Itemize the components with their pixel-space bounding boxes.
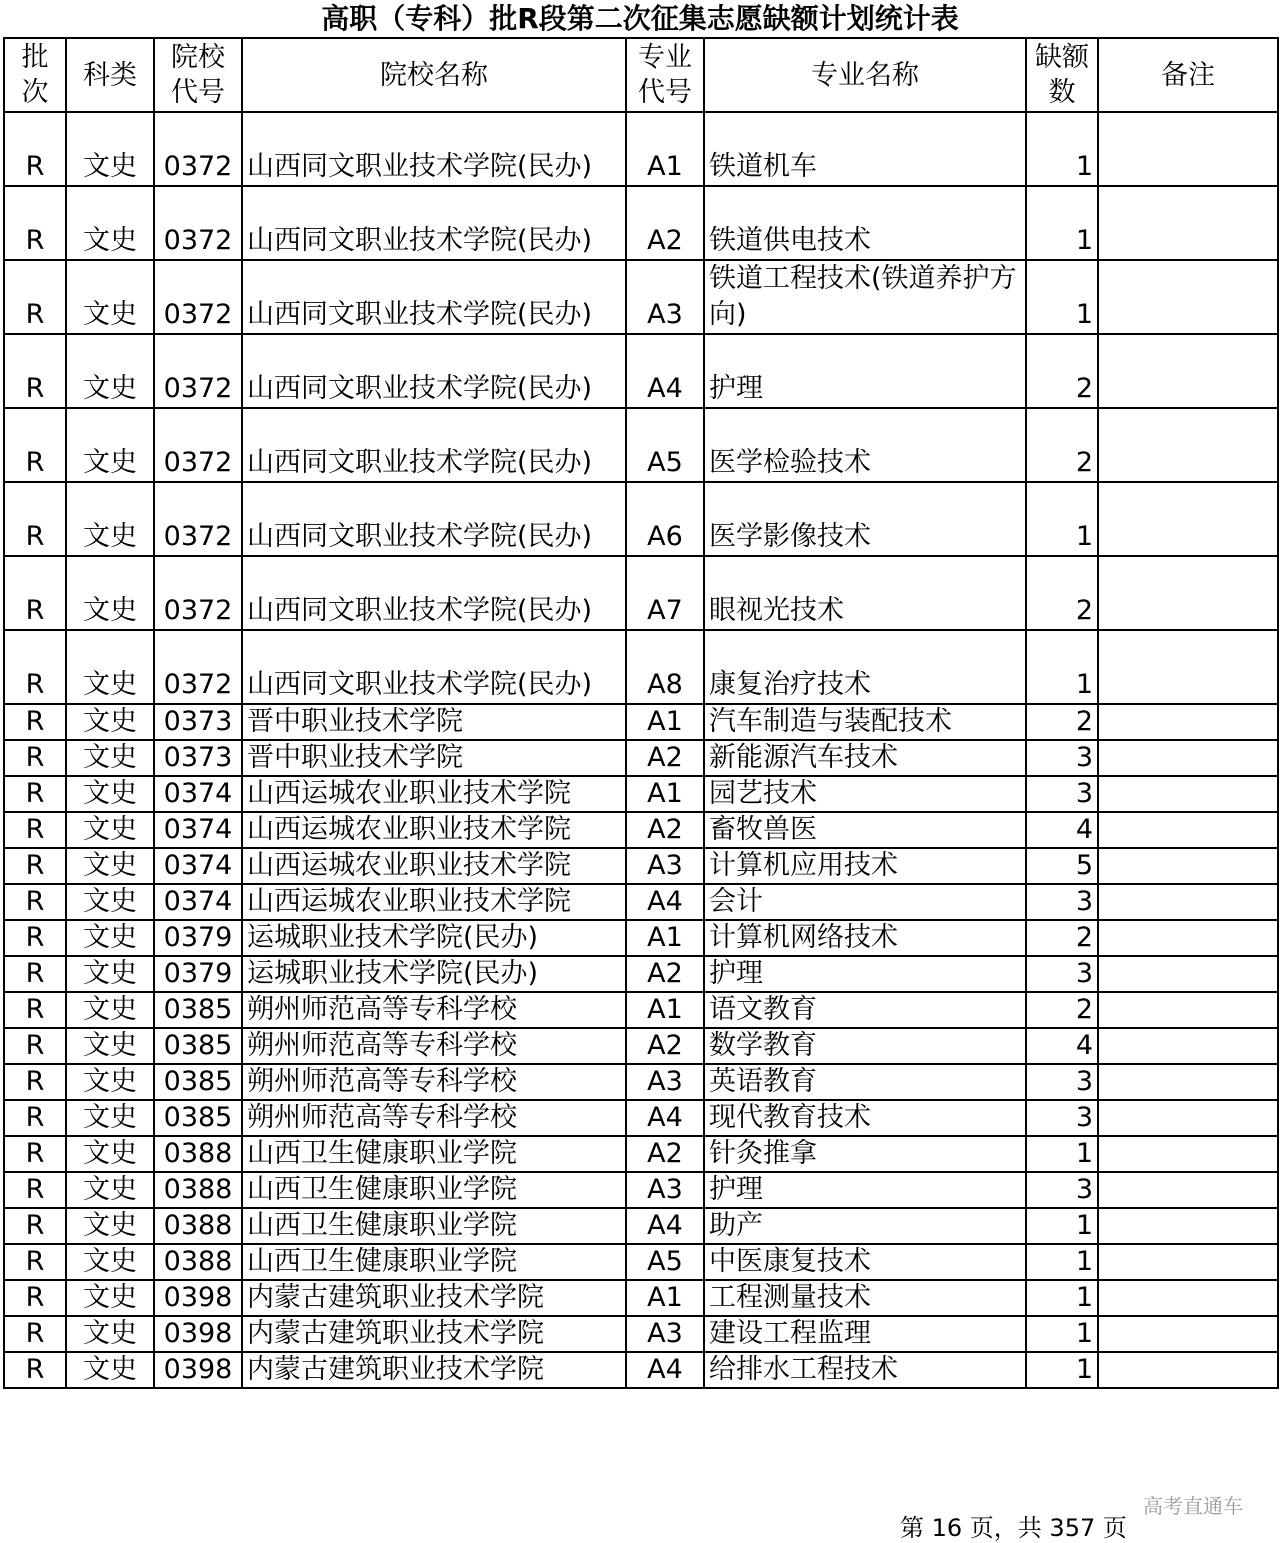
cell-remarks xyxy=(1098,1100,1278,1136)
cell-school-code: 0372 xyxy=(154,556,242,630)
cell-batch: R xyxy=(4,1244,66,1280)
cell-school-code: 0388 xyxy=(154,1172,242,1208)
cell-subject: 文史 xyxy=(66,1064,154,1100)
header-school-name: 院校名称 xyxy=(242,38,626,112)
cell-batch: R xyxy=(4,956,66,992)
header-vacancy: 缺额 数 xyxy=(1026,38,1098,112)
cell-school-name: 山西运城农业职业技术学院 xyxy=(242,884,626,920)
table-row xyxy=(4,812,1278,848)
cell-batch: R xyxy=(4,1208,66,1244)
cell-vacancy: 2 xyxy=(1026,408,1098,482)
cell-major-code: A2 xyxy=(626,812,704,848)
cell-major-name: 给排水工程技术 xyxy=(704,1352,1026,1388)
cell-major-name: 现代教育技术 xyxy=(704,1100,1026,1136)
cell-major-name: 针灸推拿 xyxy=(704,1136,1026,1172)
cell-school-code: 0385 xyxy=(154,1100,242,1136)
cell-school-name: 内蒙古建筑职业技术学院 xyxy=(242,1352,626,1388)
cell-school-code: 0372 xyxy=(154,260,242,334)
table-row xyxy=(4,1028,1278,1064)
cell-remarks xyxy=(1098,992,1278,1028)
cell-remarks xyxy=(1098,630,1278,704)
cell-subject: 文史 xyxy=(66,848,154,884)
header-school-code: 院校 代号 xyxy=(154,38,242,112)
cell-vacancy: 3 xyxy=(1026,776,1098,812)
cell-batch: R xyxy=(4,1316,66,1352)
cell-remarks xyxy=(1098,812,1278,848)
cell-major-name: 计算机网络技术 xyxy=(704,920,1026,956)
cell-remarks xyxy=(1098,740,1278,776)
cell-major-name: 会计 xyxy=(704,884,1026,920)
cell-batch: R xyxy=(4,112,66,186)
cell-remarks xyxy=(1098,260,1278,334)
cell-batch: R xyxy=(4,1028,66,1064)
cell-school-name: 山西同文职业技术学院(民办) xyxy=(242,334,626,408)
cell-vacancy: 2 xyxy=(1026,556,1098,630)
cell-subject: 文史 xyxy=(66,260,154,334)
table-row xyxy=(4,992,1278,1028)
table-row xyxy=(4,848,1278,884)
cell-remarks xyxy=(1098,556,1278,630)
cell-batch: R xyxy=(4,992,66,1028)
table-row xyxy=(4,1208,1278,1244)
cell-major-code: A4 xyxy=(626,1352,704,1388)
cell-major-code: A1 xyxy=(626,1280,704,1316)
cell-subject: 文史 xyxy=(66,186,154,260)
cell-vacancy: 3 xyxy=(1026,884,1098,920)
cell-school-code: 0374 xyxy=(154,776,242,812)
cell-school-code: 0379 xyxy=(154,956,242,992)
cell-major-code: A3 xyxy=(626,260,704,334)
cell-school-code: 0372 xyxy=(154,630,242,704)
cell-school-code: 0374 xyxy=(154,848,242,884)
cell-school-code: 0388 xyxy=(154,1208,242,1244)
cell-school-name: 山西同文职业技术学院(民办) xyxy=(242,112,626,186)
cell-major-name: 医学影像技术 xyxy=(704,482,1026,556)
cell-major-code: A2 xyxy=(626,1028,704,1064)
cell-school-name: 晋中职业技术学院 xyxy=(242,740,626,776)
cell-school-name: 山西同文职业技术学院(民办) xyxy=(242,556,626,630)
cell-batch: R xyxy=(4,1280,66,1316)
cell-school-name: 山西同文职业技术学院(民办) xyxy=(242,630,626,704)
cell-major-name: 畜牧兽医 xyxy=(704,812,1026,848)
cell-remarks xyxy=(1098,1136,1278,1172)
table-row xyxy=(4,1280,1278,1316)
cell-subject: 文史 xyxy=(66,1208,154,1244)
table-row xyxy=(4,1352,1278,1388)
cell-subject: 文史 xyxy=(66,408,154,482)
cell-subject: 文史 xyxy=(66,1136,154,1172)
table-row xyxy=(4,334,1278,408)
cell-vacancy: 1 xyxy=(1026,1280,1098,1316)
cell-major-code: A4 xyxy=(626,1208,704,1244)
cell-remarks xyxy=(1098,1352,1278,1388)
cell-remarks xyxy=(1098,776,1278,812)
cell-subject: 文史 xyxy=(66,1352,154,1388)
header-subject: 科类 xyxy=(66,38,154,112)
cell-major-code: A1 xyxy=(626,992,704,1028)
cell-major-code: A3 xyxy=(626,1172,704,1208)
cell-subject: 文史 xyxy=(66,1100,154,1136)
table-row xyxy=(4,920,1278,956)
cell-batch: R xyxy=(4,704,66,740)
cell-subject: 文史 xyxy=(66,1028,154,1064)
cell-subject: 文史 xyxy=(66,482,154,556)
cell-school-code: 0385 xyxy=(154,1064,242,1100)
cell-vacancy: 2 xyxy=(1026,334,1098,408)
cell-subject: 文史 xyxy=(66,556,154,630)
header-major-name: 专业名称 xyxy=(704,38,1026,112)
cell-major-name: 汽车制造与装配技术 xyxy=(704,704,1026,740)
cell-vacancy: 1 xyxy=(1026,112,1098,186)
cell-major-code: A5 xyxy=(626,1244,704,1280)
cell-school-code: 0398 xyxy=(154,1352,242,1388)
cell-vacancy: 1 xyxy=(1026,1352,1098,1388)
cell-school-code: 0388 xyxy=(154,1136,242,1172)
cell-remarks xyxy=(1098,1244,1278,1280)
cell-batch: R xyxy=(4,776,66,812)
cell-remarks xyxy=(1098,956,1278,992)
cell-vacancy: 3 xyxy=(1026,1172,1098,1208)
cell-batch: R xyxy=(4,186,66,260)
cell-school-code: 0374 xyxy=(154,812,242,848)
cell-remarks xyxy=(1098,884,1278,920)
cell-major-name: 铁道供电技术 xyxy=(704,186,1026,260)
cell-school-name: 山西卫生健康职业学院 xyxy=(242,1136,626,1172)
table-row xyxy=(4,1316,1278,1352)
cell-major-name: 语文教育 xyxy=(704,992,1026,1028)
cell-major-code: A8 xyxy=(626,630,704,704)
cell-batch: R xyxy=(4,1172,66,1208)
watermark: 高考直通车 xyxy=(1143,1494,1243,1518)
cell-remarks xyxy=(1098,1280,1278,1316)
table-row xyxy=(4,556,1278,630)
cell-major-name: 中医康复技术 xyxy=(704,1244,1026,1280)
cell-vacancy: 1 xyxy=(1026,1208,1098,1244)
table-body xyxy=(4,112,1278,1388)
cell-school-name: 运城职业技术学院(民办) xyxy=(242,920,626,956)
cell-vacancy: 4 xyxy=(1026,1028,1098,1064)
cell-remarks xyxy=(1098,112,1278,186)
cell-school-code: 0398 xyxy=(154,1316,242,1352)
cell-batch: R xyxy=(4,740,66,776)
cell-subject: 文史 xyxy=(66,334,154,408)
cell-batch: R xyxy=(4,1064,66,1100)
cell-vacancy: 2 xyxy=(1026,704,1098,740)
cell-vacancy: 5 xyxy=(1026,848,1098,884)
cell-major-name: 数学教育 xyxy=(704,1028,1026,1064)
cell-school-name: 山西同文职业技术学院(民办) xyxy=(242,260,626,334)
cell-school-name: 晋中职业技术学院 xyxy=(242,704,626,740)
cell-remarks xyxy=(1098,1208,1278,1244)
cell-batch: R xyxy=(4,812,66,848)
cell-subject: 文史 xyxy=(66,812,154,848)
cell-vacancy: 4 xyxy=(1026,812,1098,848)
cell-school-code: 0374 xyxy=(154,884,242,920)
cell-school-code: 0372 xyxy=(154,186,242,260)
cell-school-name: 内蒙古建筑职业技术学院 xyxy=(242,1316,626,1352)
cell-major-name: 康复治疗技术 xyxy=(704,630,1026,704)
cell-school-name: 山西同文职业技术学院(民办) xyxy=(242,186,626,260)
cell-major-code: A3 xyxy=(626,848,704,884)
cell-subject: 文史 xyxy=(66,956,154,992)
cell-subject: 文史 xyxy=(66,776,154,812)
table-row xyxy=(4,112,1278,186)
cell-school-name: 内蒙古建筑职业技术学院 xyxy=(242,1280,626,1316)
cell-major-code: A1 xyxy=(626,704,704,740)
table-row xyxy=(4,1172,1278,1208)
cell-batch: R xyxy=(4,334,66,408)
cell-remarks xyxy=(1098,1316,1278,1352)
cell-major-code: A2 xyxy=(626,186,704,260)
cell-school-name: 山西卫生健康职业学院 xyxy=(242,1208,626,1244)
cell-batch: R xyxy=(4,1136,66,1172)
cell-school-name: 朔州师范高等专科学校 xyxy=(242,992,626,1028)
cell-school-name: 山西卫生健康职业学院 xyxy=(242,1172,626,1208)
table-row xyxy=(4,884,1278,920)
cell-major-code: A2 xyxy=(626,1136,704,1172)
page-footer: 第 16 页，共 357 页 xyxy=(900,1514,1127,1542)
cell-major-name: 助产 xyxy=(704,1208,1026,1244)
cell-school-code: 0385 xyxy=(154,1028,242,1064)
cell-remarks xyxy=(1098,334,1278,408)
cell-major-code: A3 xyxy=(626,1064,704,1100)
cell-major-code: A5 xyxy=(626,408,704,482)
cell-remarks xyxy=(1098,408,1278,482)
cell-major-name: 英语教育 xyxy=(704,1064,1026,1100)
cell-school-code: 0388 xyxy=(154,1244,242,1280)
table-row xyxy=(4,1136,1278,1172)
cell-school-name: 山西同文职业技术学院(民办) xyxy=(242,408,626,482)
cell-subject: 文史 xyxy=(66,112,154,186)
cell-major-code: A1 xyxy=(626,112,704,186)
cell-major-name: 护理 xyxy=(704,1172,1026,1208)
cell-vacancy: 3 xyxy=(1026,740,1098,776)
cell-major-name: 眼视光技术 xyxy=(704,556,1026,630)
table-row xyxy=(4,1100,1278,1136)
cell-school-code: 0373 xyxy=(154,740,242,776)
cell-vacancy: 3 xyxy=(1026,1064,1098,1100)
cell-remarks xyxy=(1098,1028,1278,1064)
cell-school-code: 0373 xyxy=(154,704,242,740)
table-row xyxy=(4,482,1278,556)
cell-remarks xyxy=(1098,848,1278,884)
cell-school-name: 朔州师范高等专科学校 xyxy=(242,1100,626,1136)
cell-batch: R xyxy=(4,848,66,884)
cell-major-name: 新能源汽车技术 xyxy=(704,740,1026,776)
cell-school-name: 运城职业技术学院(民办) xyxy=(242,956,626,992)
cell-subject: 文史 xyxy=(66,920,154,956)
table-row xyxy=(4,1064,1278,1100)
cell-vacancy: 1 xyxy=(1026,630,1098,704)
cell-school-code: 0372 xyxy=(154,334,242,408)
header-batch: 批 次 xyxy=(4,38,66,112)
cell-major-name: 工程测量技术 xyxy=(704,1280,1026,1316)
cell-batch: R xyxy=(4,408,66,482)
cell-subject: 文史 xyxy=(66,1244,154,1280)
cell-subject: 文史 xyxy=(66,1316,154,1352)
cell-subject: 文史 xyxy=(66,1280,154,1316)
table-row xyxy=(4,1244,1278,1280)
cell-school-name: 山西卫生健康职业学院 xyxy=(242,1244,626,1280)
cell-batch: R xyxy=(4,1100,66,1136)
cell-batch: R xyxy=(4,884,66,920)
header-remarks: 备注 xyxy=(1098,38,1278,112)
cell-vacancy: 1 xyxy=(1026,482,1098,556)
cell-batch: R xyxy=(4,630,66,704)
cell-remarks xyxy=(1098,920,1278,956)
cell-school-code: 0398 xyxy=(154,1280,242,1316)
cell-school-name: 朔州师范高等专科学校 xyxy=(242,1028,626,1064)
cell-batch: R xyxy=(4,482,66,556)
cell-major-name: 建设工程监理 xyxy=(704,1316,1026,1352)
cell-vacancy: 3 xyxy=(1026,1100,1098,1136)
cell-major-name: 护理 xyxy=(704,956,1026,992)
cell-vacancy: 2 xyxy=(1026,992,1098,1028)
table-row xyxy=(4,630,1278,704)
cell-major-code: A2 xyxy=(626,956,704,992)
cell-subject: 文史 xyxy=(66,630,154,704)
cell-school-code: 0372 xyxy=(154,408,242,482)
table-row xyxy=(4,740,1278,776)
cell-major-name: 铁道工程技术(铁道养护方向) xyxy=(704,260,1026,334)
cell-subject: 文史 xyxy=(66,992,154,1028)
cell-batch: R xyxy=(4,556,66,630)
cell-school-name: 山西运城农业职业技术学院 xyxy=(242,812,626,848)
cell-major-code: A4 xyxy=(626,1100,704,1136)
table-row xyxy=(4,704,1278,740)
page-title: 高职（专科）批R段第二次征集志愿缺额计划统计表 xyxy=(321,2,959,35)
cell-major-name: 医学检验技术 xyxy=(704,408,1026,482)
table-row xyxy=(4,260,1278,334)
cell-remarks xyxy=(1098,186,1278,260)
cell-vacancy: 1 xyxy=(1026,1316,1098,1352)
cell-batch: R xyxy=(4,260,66,334)
cell-school-name: 山西运城农业职业技术学院 xyxy=(242,848,626,884)
cell-major-code: A1 xyxy=(626,920,704,956)
cell-vacancy: 1 xyxy=(1026,260,1098,334)
cell-vacancy: 1 xyxy=(1026,1244,1098,1280)
header-major-code: 专业 代号 xyxy=(626,38,704,112)
cell-subject: 文史 xyxy=(66,1172,154,1208)
cell-major-name: 计算机应用技术 xyxy=(704,848,1026,884)
cell-batch: R xyxy=(4,920,66,956)
cell-vacancy: 3 xyxy=(1026,956,1098,992)
cell-major-code: A2 xyxy=(626,740,704,776)
table-row xyxy=(4,186,1278,260)
cell-remarks xyxy=(1098,1064,1278,1100)
cell-subject: 文史 xyxy=(66,884,154,920)
cell-major-name: 铁道机车 xyxy=(704,112,1026,186)
cell-major-code: A3 xyxy=(626,1316,704,1352)
vacancy-table xyxy=(3,37,1279,1389)
cell-remarks xyxy=(1098,1172,1278,1208)
cell-major-code: A4 xyxy=(626,334,704,408)
table-row xyxy=(4,956,1278,992)
cell-remarks xyxy=(1098,482,1278,556)
cell-major-code: A7 xyxy=(626,556,704,630)
cell-batch: R xyxy=(4,1352,66,1388)
cell-major-name: 园艺技术 xyxy=(704,776,1026,812)
cell-major-name: 护理 xyxy=(704,334,1026,408)
header-row xyxy=(4,38,1278,112)
cell-school-name: 朔州师范高等专科学校 xyxy=(242,1064,626,1100)
cell-school-code: 0372 xyxy=(154,482,242,556)
cell-school-code: 0379 xyxy=(154,920,242,956)
cell-school-code: 0372 xyxy=(154,112,242,186)
cell-major-code: A6 xyxy=(626,482,704,556)
cell-remarks xyxy=(1098,704,1278,740)
cell-subject: 文史 xyxy=(66,704,154,740)
cell-vacancy: 1 xyxy=(1026,186,1098,260)
cell-major-code: A1 xyxy=(626,776,704,812)
cell-vacancy: 2 xyxy=(1026,920,1098,956)
cell-subject: 文史 xyxy=(66,740,154,776)
cell-major-code: A4 xyxy=(626,884,704,920)
table-row xyxy=(4,408,1278,482)
table-row xyxy=(4,776,1278,812)
cell-school-name: 山西同文职业技术学院(民办) xyxy=(242,482,626,556)
cell-school-code: 0385 xyxy=(154,992,242,1028)
cell-vacancy: 1 xyxy=(1026,1136,1098,1172)
cell-school-name: 山西运城农业职业技术学院 xyxy=(242,776,626,812)
